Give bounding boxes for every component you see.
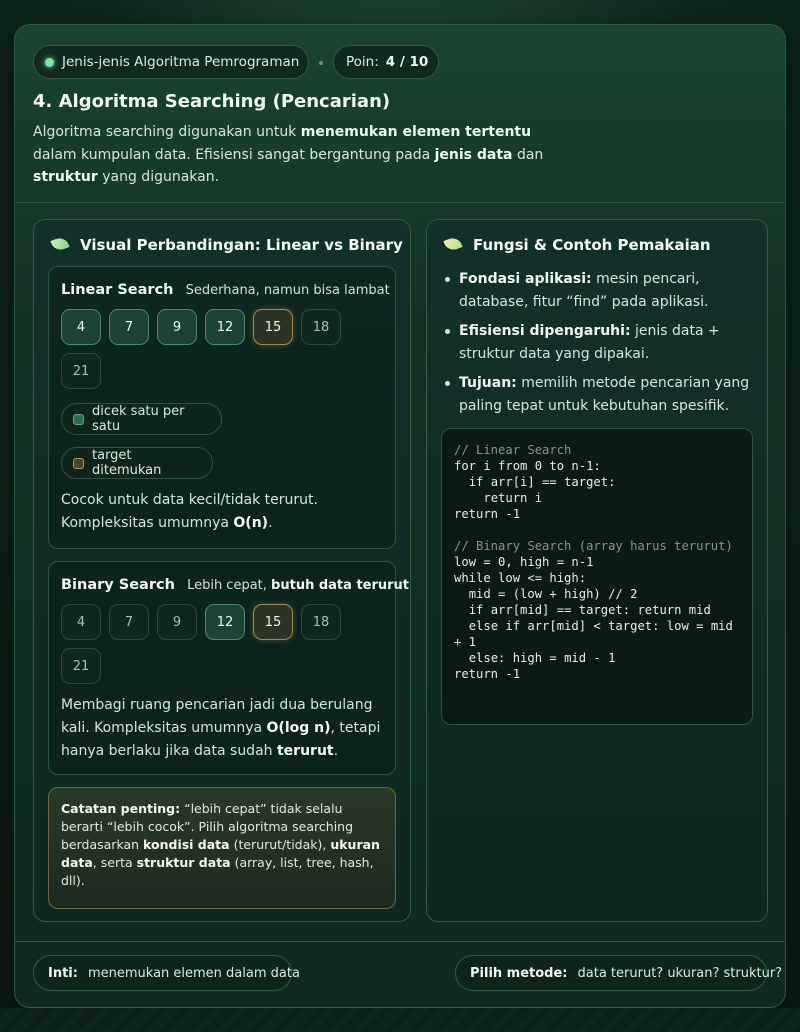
intro-text	[33, 121, 573, 189]
separator-dot-icon	[319, 61, 323, 65]
footer	[15, 941, 786, 1008]
list-item	[445, 372, 755, 417]
list-item-text: mesin pencari, database, fitur “find” pada aplikasi.	[459, 271, 709, 310]
leaf-icon	[50, 236, 69, 253]
important-note	[48, 787, 396, 909]
legend-target-label: target ditemukan	[92, 448, 162, 478]
summary-pill	[33, 955, 300, 991]
leaf-icon	[443, 236, 462, 253]
binary-search-header	[61, 577, 409, 593]
desc-part: Membagi ruang pencarian jadi dua berulang kali. Kompleksitas umumnya	[61, 697, 373, 736]
code-line: if arr[mid] == target: return mid	[454, 603, 711, 617]
legend-target	[61, 447, 213, 479]
linear-search-subtitle: Sederhana, namun bisa lambat	[185, 283, 390, 298]
array-cell: 4	[61, 309, 101, 345]
usage-list	[445, 268, 755, 424]
page-title: 4. Algoritma Searching (Pencarian)	[33, 91, 391, 112]
list-item	[445, 268, 755, 313]
complexity-linear: O(n)	[233, 515, 269, 531]
array-cell: 18	[301, 604, 341, 640]
background-pattern	[0, 1008, 800, 1032]
list-item-text: jenis data + struktur data yang dipakai.	[459, 323, 720, 362]
code-line	[454, 522, 740, 538]
array-cell: 9	[157, 309, 197, 345]
array-cell: 21	[61, 353, 101, 389]
intro-part: dalam kumpulan data. Efisiensi sangat bergantung pada	[33, 146, 435, 163]
summary-label: Inti:	[48, 965, 78, 981]
binary-search-description	[61, 694, 385, 763]
intro-bold: menemukan elemen tertentu	[300, 124, 532, 140]
code-line: // Linear Search	[454, 443, 572, 457]
summary-value: menemukan elemen dalam data	[87, 965, 300, 981]
binary-search-requirement: butuh data terurut	[271, 578, 410, 593]
code-line: else if arr[mid] < target: low = mid + 1	[454, 619, 741, 649]
note-part: “lebih cepat” tidak selalu berarti “lebih cocok”. Pilih algoritma searching berdasarkan	[61, 801, 354, 852]
intro-part: yang digunakan.	[97, 169, 220, 185]
code-line: for i from 0 to n-1:	[454, 459, 601, 473]
legend-checked	[61, 403, 222, 435]
points-pill	[333, 45, 439, 79]
list-item-bold: Efisiensi dipengaruhi:	[459, 323, 631, 339]
linear-search-name: Linear Search	[61, 282, 174, 298]
complexity-binary: O(log n)	[266, 720, 331, 736]
array-cell: 7	[109, 604, 149, 640]
target-swatch-icon	[73, 458, 84, 469]
note-part: , serta	[92, 855, 137, 870]
checked-swatch-icon	[73, 414, 84, 425]
note-part: (array, list, tree, hash, dll).	[61, 855, 374, 888]
binary-search-name: Binary Search	[61, 577, 175, 593]
comparison-panel-title: Visual Perbandingan: Linear vs Binary	[80, 236, 403, 254]
desc-part: Cocok untuk data kecil/tidak terurut. Kompleksitas umumnya	[61, 492, 318, 531]
binary-search-subtitle: Lebih cepat,	[187, 578, 272, 593]
method-label: Pilih metode:	[470, 965, 568, 981]
comparison-panel	[33, 219, 411, 922]
code-line: else: high = mid - 1	[454, 651, 616, 665]
binary-search-card	[48, 561, 410, 775]
note-bold: Catatan penting:	[61, 801, 181, 816]
points-label: Poin:	[346, 54, 379, 70]
linear-search-card	[48, 266, 396, 549]
list-item-text: memilih metode pencarian yang paling tepat untuk kebutuhan spesifik.	[459, 375, 750, 414]
array-cell: 7	[109, 309, 149, 345]
code-line: // Binary Search (array harus terurut)	[454, 539, 733, 553]
array-cell: 12	[205, 309, 245, 345]
note-bold: kondisi data	[143, 837, 230, 852]
note-bold: ukuran data	[61, 837, 380, 870]
note-part: (terurut/tidak),	[229, 837, 331, 852]
status-dot-icon	[45, 58, 54, 67]
code-line: if arr[i] == target:	[454, 475, 616, 489]
intro-part: dan	[512, 146, 544, 163]
desc-part: .	[333, 743, 339, 759]
array-cell: 15	[253, 604, 293, 640]
intro-bold: struktur	[33, 169, 98, 185]
desc-part: .	[268, 515, 273, 531]
array-cell: 21	[61, 648, 101, 684]
array-cell: 4	[61, 604, 101, 640]
code-line: return i	[454, 491, 543, 505]
usage-panel-title: Fungsi & Contoh Pemakaian	[473, 236, 711, 254]
array-cell: 18	[301, 309, 341, 345]
list-item	[445, 320, 755, 365]
code-line: return -1	[454, 667, 521, 681]
array-cell: 12	[205, 604, 245, 640]
intro-bold: jenis data	[434, 146, 513, 163]
list-item-bold: Fondasi aplikasi:	[459, 271, 592, 287]
linear-search-description	[61, 489, 385, 535]
desc-part: , tetapi hanya berlaku jika data sudah	[61, 720, 381, 759]
code-line: return -1	[454, 507, 521, 521]
code-line: mid = (low + high) // 2	[454, 587, 638, 601]
code-line: while low <= high:	[454, 571, 587, 585]
topic-label: Jenis-jenis Algoritma Pemrograman	[62, 54, 300, 70]
legend-checked-label: dicek satu per satu	[92, 404, 185, 434]
method-value: data terurut? ukuran? struktur?	[577, 965, 783, 981]
linear-search-header	[61, 282, 390, 298]
usage-panel	[426, 219, 768, 922]
code-line: low = 0, high = n-1	[454, 555, 594, 569]
method-pill	[455, 955, 783, 991]
array-cell: 15	[253, 309, 293, 345]
array-cell: 9	[157, 604, 197, 640]
list-item-bold: Tujuan:	[459, 375, 517, 391]
slide-frame	[14, 24, 786, 1008]
intro-part: Algoritma searching digunakan untuk	[33, 124, 301, 140]
sorted-keyword: terurut	[276, 743, 334, 759]
note-bold: struktur data	[136, 855, 231, 870]
pseudocode-block	[441, 428, 753, 725]
points-value: 4 / 10	[385, 54, 429, 70]
header	[15, 25, 786, 203]
topic-pill	[33, 45, 309, 79]
